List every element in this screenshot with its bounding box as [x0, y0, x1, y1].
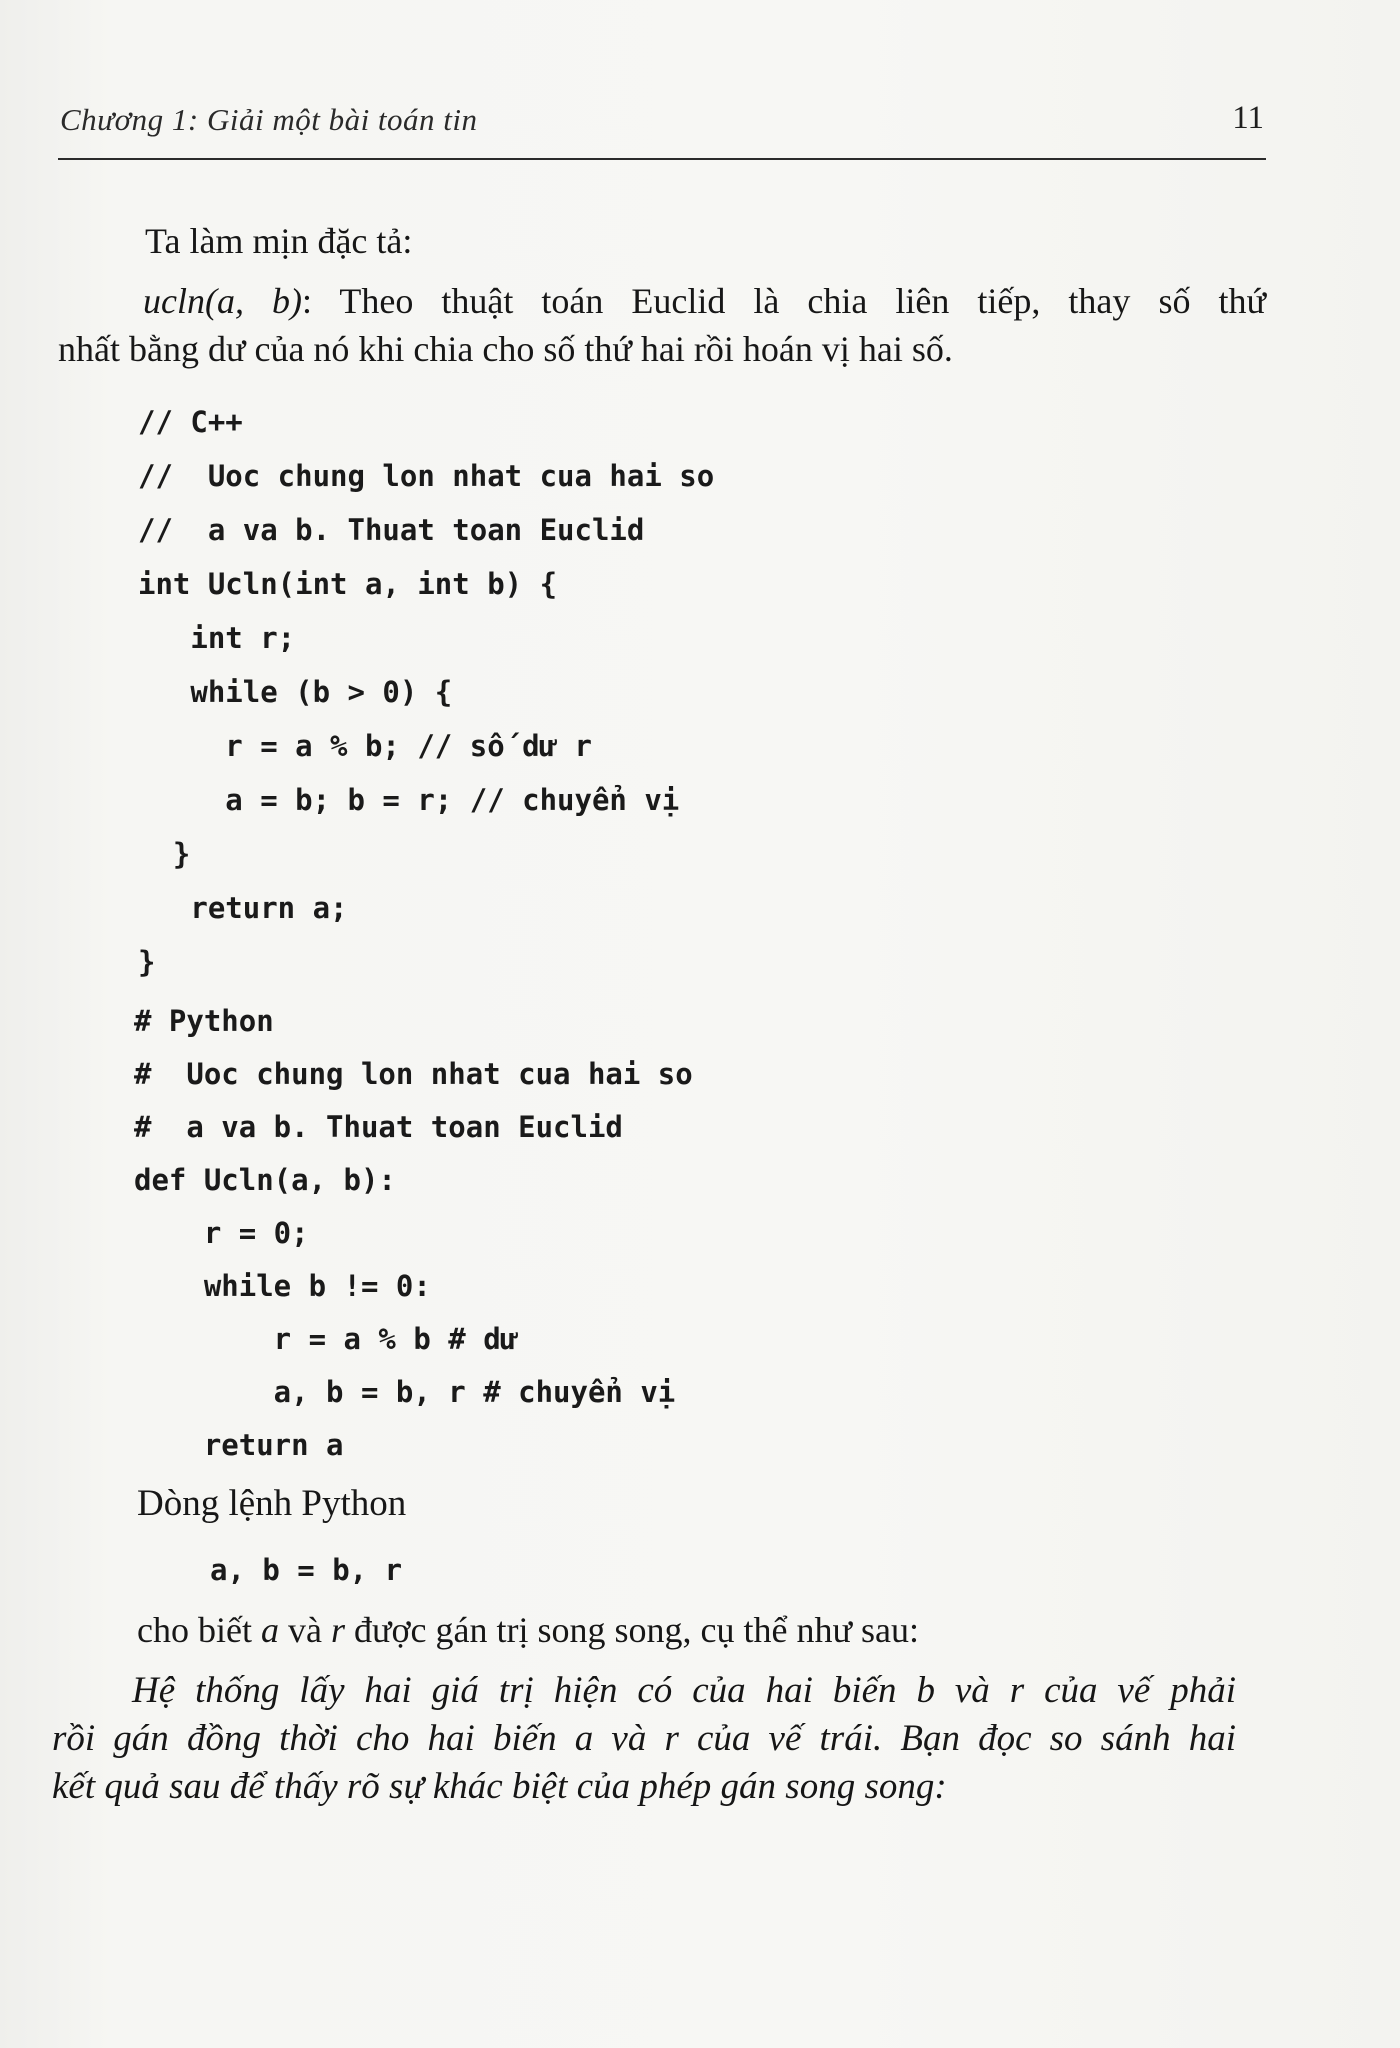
cpp-code-line: int Ucln(int a, int b) {: [138, 567, 558, 601]
italic-line-3: kết quả sau để thấy rõ sự khác biệt của phép gán song song:: [52, 1766, 947, 1807]
italic-explanation-paragraph: [52, 1667, 1236, 1811]
python-code-line: def Ucln(a, b):: [134, 1163, 396, 1197]
italic-line-2: rồi gán đồng thời cho hai biến a và r của vế trái. Bạn đọc so sánh hai: [52, 1718, 1236, 1759]
parallel-assignment-explanation: [137, 1606, 919, 1654]
python-code-block: [134, 995, 693, 1472]
variable-r: r: [330, 1610, 345, 1650]
python-code-line: while b != 0:: [134, 1269, 431, 1303]
cpp-code-line: }: [138, 837, 191, 871]
python-code-line: r = a % b # dư: [134, 1322, 519, 1356]
page-header: [58, 98, 1266, 146]
python-code-line: r = 0;: [134, 1216, 309, 1250]
page-number: 11: [1232, 100, 1264, 136]
definition-line-1-text: : Theo thuật toán Euclid là chia liên tiếp, thay số thứ: [302, 281, 1266, 321]
definition-line-2: nhất bằng dư của nó khi chia cho số thứ hai rồi hoán vị hai số.: [58, 329, 953, 369]
ucln-definition-paragraph: [58, 277, 1266, 373]
cpp-code-line: a = b; b = r; // chuyển vị: [138, 783, 680, 817]
explanation-prefix: cho biết: [137, 1610, 261, 1650]
explanation-suffix: được gán trị song song, cụ thể như sau:: [344, 1610, 919, 1650]
definition-line-1: [143, 277, 1266, 325]
python-code-line: return a: [134, 1428, 344, 1462]
explanation-middle: và: [278, 1610, 331, 1650]
cpp-code-block: [138, 396, 714, 990]
ucln-term: ucln(a, b): [143, 281, 302, 321]
chapter-title: Chương 1: Giải một bài toán tin: [60, 102, 478, 137]
cpp-code-line: int r;: [138, 621, 296, 655]
cpp-code-line: }: [138, 945, 156, 979]
cpp-code-line: while (b > 0) {: [138, 675, 453, 709]
python-command-label: Dòng lệnh Python: [137, 1483, 407, 1524]
variable-a: a: [260, 1610, 279, 1650]
cpp-code-line: // C++: [138, 405, 243, 439]
intro-paragraph: Ta làm mịn đặc tả:: [145, 221, 413, 261]
python-code-line: a, b = b, r # chuyển vị: [134, 1375, 676, 1409]
italic-line-1: Hệ thống lấy hai giá trị hiện có của hai biến b và r của vế phải: [132, 1670, 1236, 1711]
cpp-code-line: return a;: [138, 891, 348, 925]
cpp-code-line: // Uoc chung lon nhat cua hai so: [138, 459, 715, 493]
parallel-assignment-code: a, b = b, r: [210, 1553, 403, 1587]
cpp-code-line: r = a % b; // số dư r: [138, 729, 592, 763]
python-code-line: # Uoc chung lon nhat cua hai so: [134, 1057, 693, 1091]
header-divider: [58, 158, 1266, 160]
python-code-line: # Python: [134, 1004, 274, 1038]
python-code-line: # a va b. Thuat toan Euclid: [134, 1110, 623, 1144]
cpp-code-line: // a va b. Thuat toan Euclid: [138, 513, 645, 547]
